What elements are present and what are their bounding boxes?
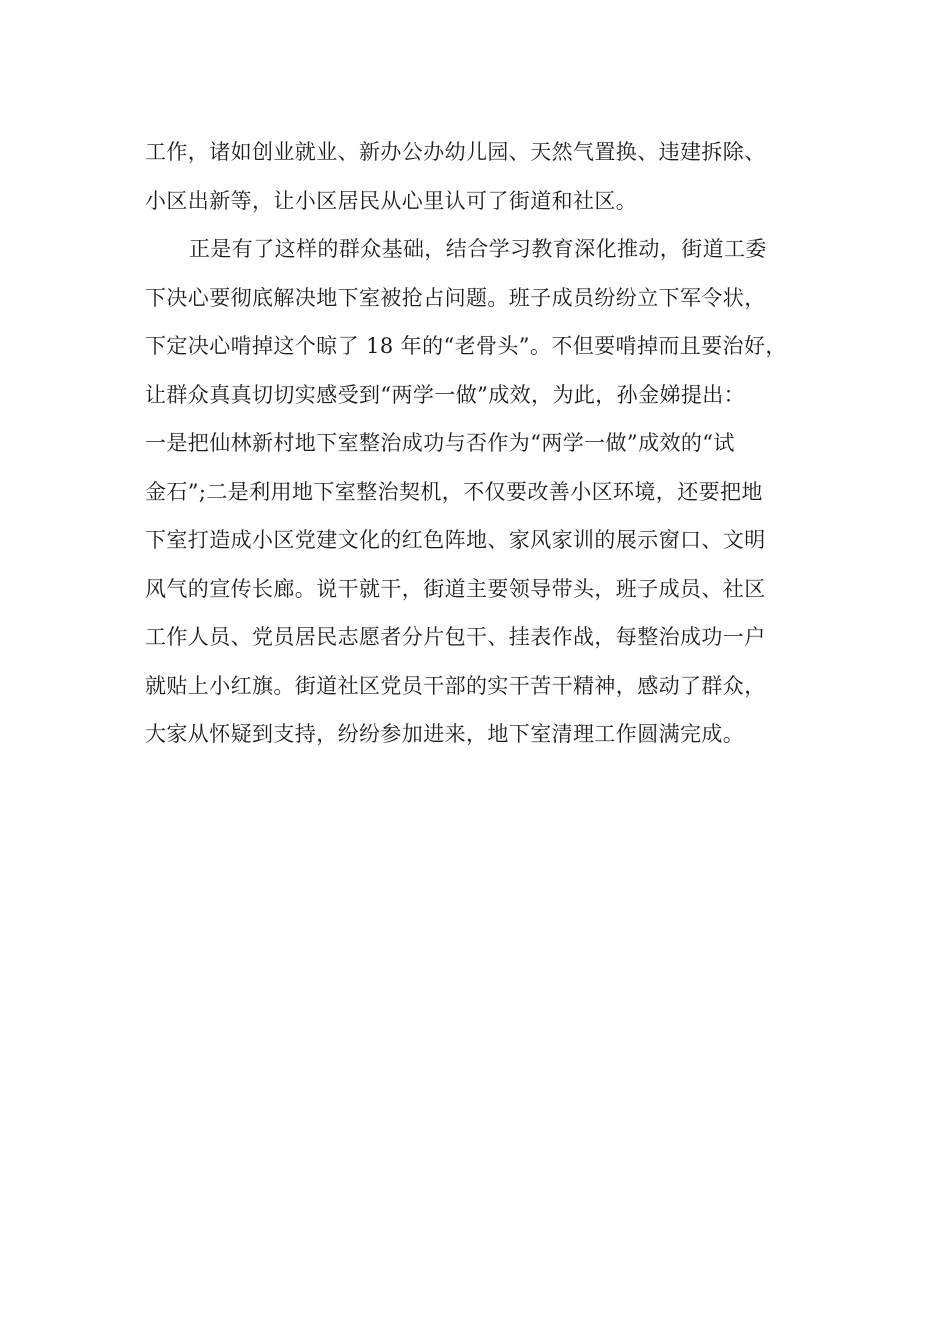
text-line: 就贴上小红旗。街道社区党员干部的实干苦干精神，感动了群众，: [145, 673, 766, 698]
text-line: 一是把仙林新村地下室整治成功与否作为“两学一做”成效的“试: [145, 431, 735, 455]
text-line: 金石”;二是利用地下室整治契机，不仅要改善小区环境，还要把地: [145, 479, 763, 504]
text-line: 大家从怀疑到支持，纷纷参加进来，地下室清理工作圆满完成。: [145, 722, 745, 746]
paragraph-1: [145, 128, 825, 225]
text-line: 让群众真真切切实感受到“两学一做”成效，为此，孙金娣提出：: [145, 382, 746, 407]
text-line: 正是有了这样的群众基础，结合学习教育深化推动，街道工委: [189, 237, 767, 261]
text-line: 工作，诸如创业就业、新办公办幼儿园、天然气置换、违建拆除、: [145, 140, 766, 164]
text-line: 下决心要彻底解决地下室被抢占问题。班子成员纷纷立下军令状，: [145, 285, 766, 310]
text-line: 下室打造成小区党建文化的红色阵地、家风家训的展示窗口、文明: [145, 528, 766, 552]
text-line: 小区出新等，让小区居民从心里认可了街道和社区。: [145, 188, 638, 213]
paragraph-2: [145, 225, 825, 759]
text-line: 风气的宣传长廊。说干就干，街道主要领导带头，班子成员、社区: [145, 576, 766, 601]
text-line: 下定决心啃掉这个晾了 18 年的“老骨头”。不但要啃掉而且要治好，: [145, 334, 787, 358]
text-line: 工作人员、党员居民志愿者分片包干、挂表作战，每整治成功一户: [145, 625, 766, 649]
document-body: [145, 128, 825, 759]
